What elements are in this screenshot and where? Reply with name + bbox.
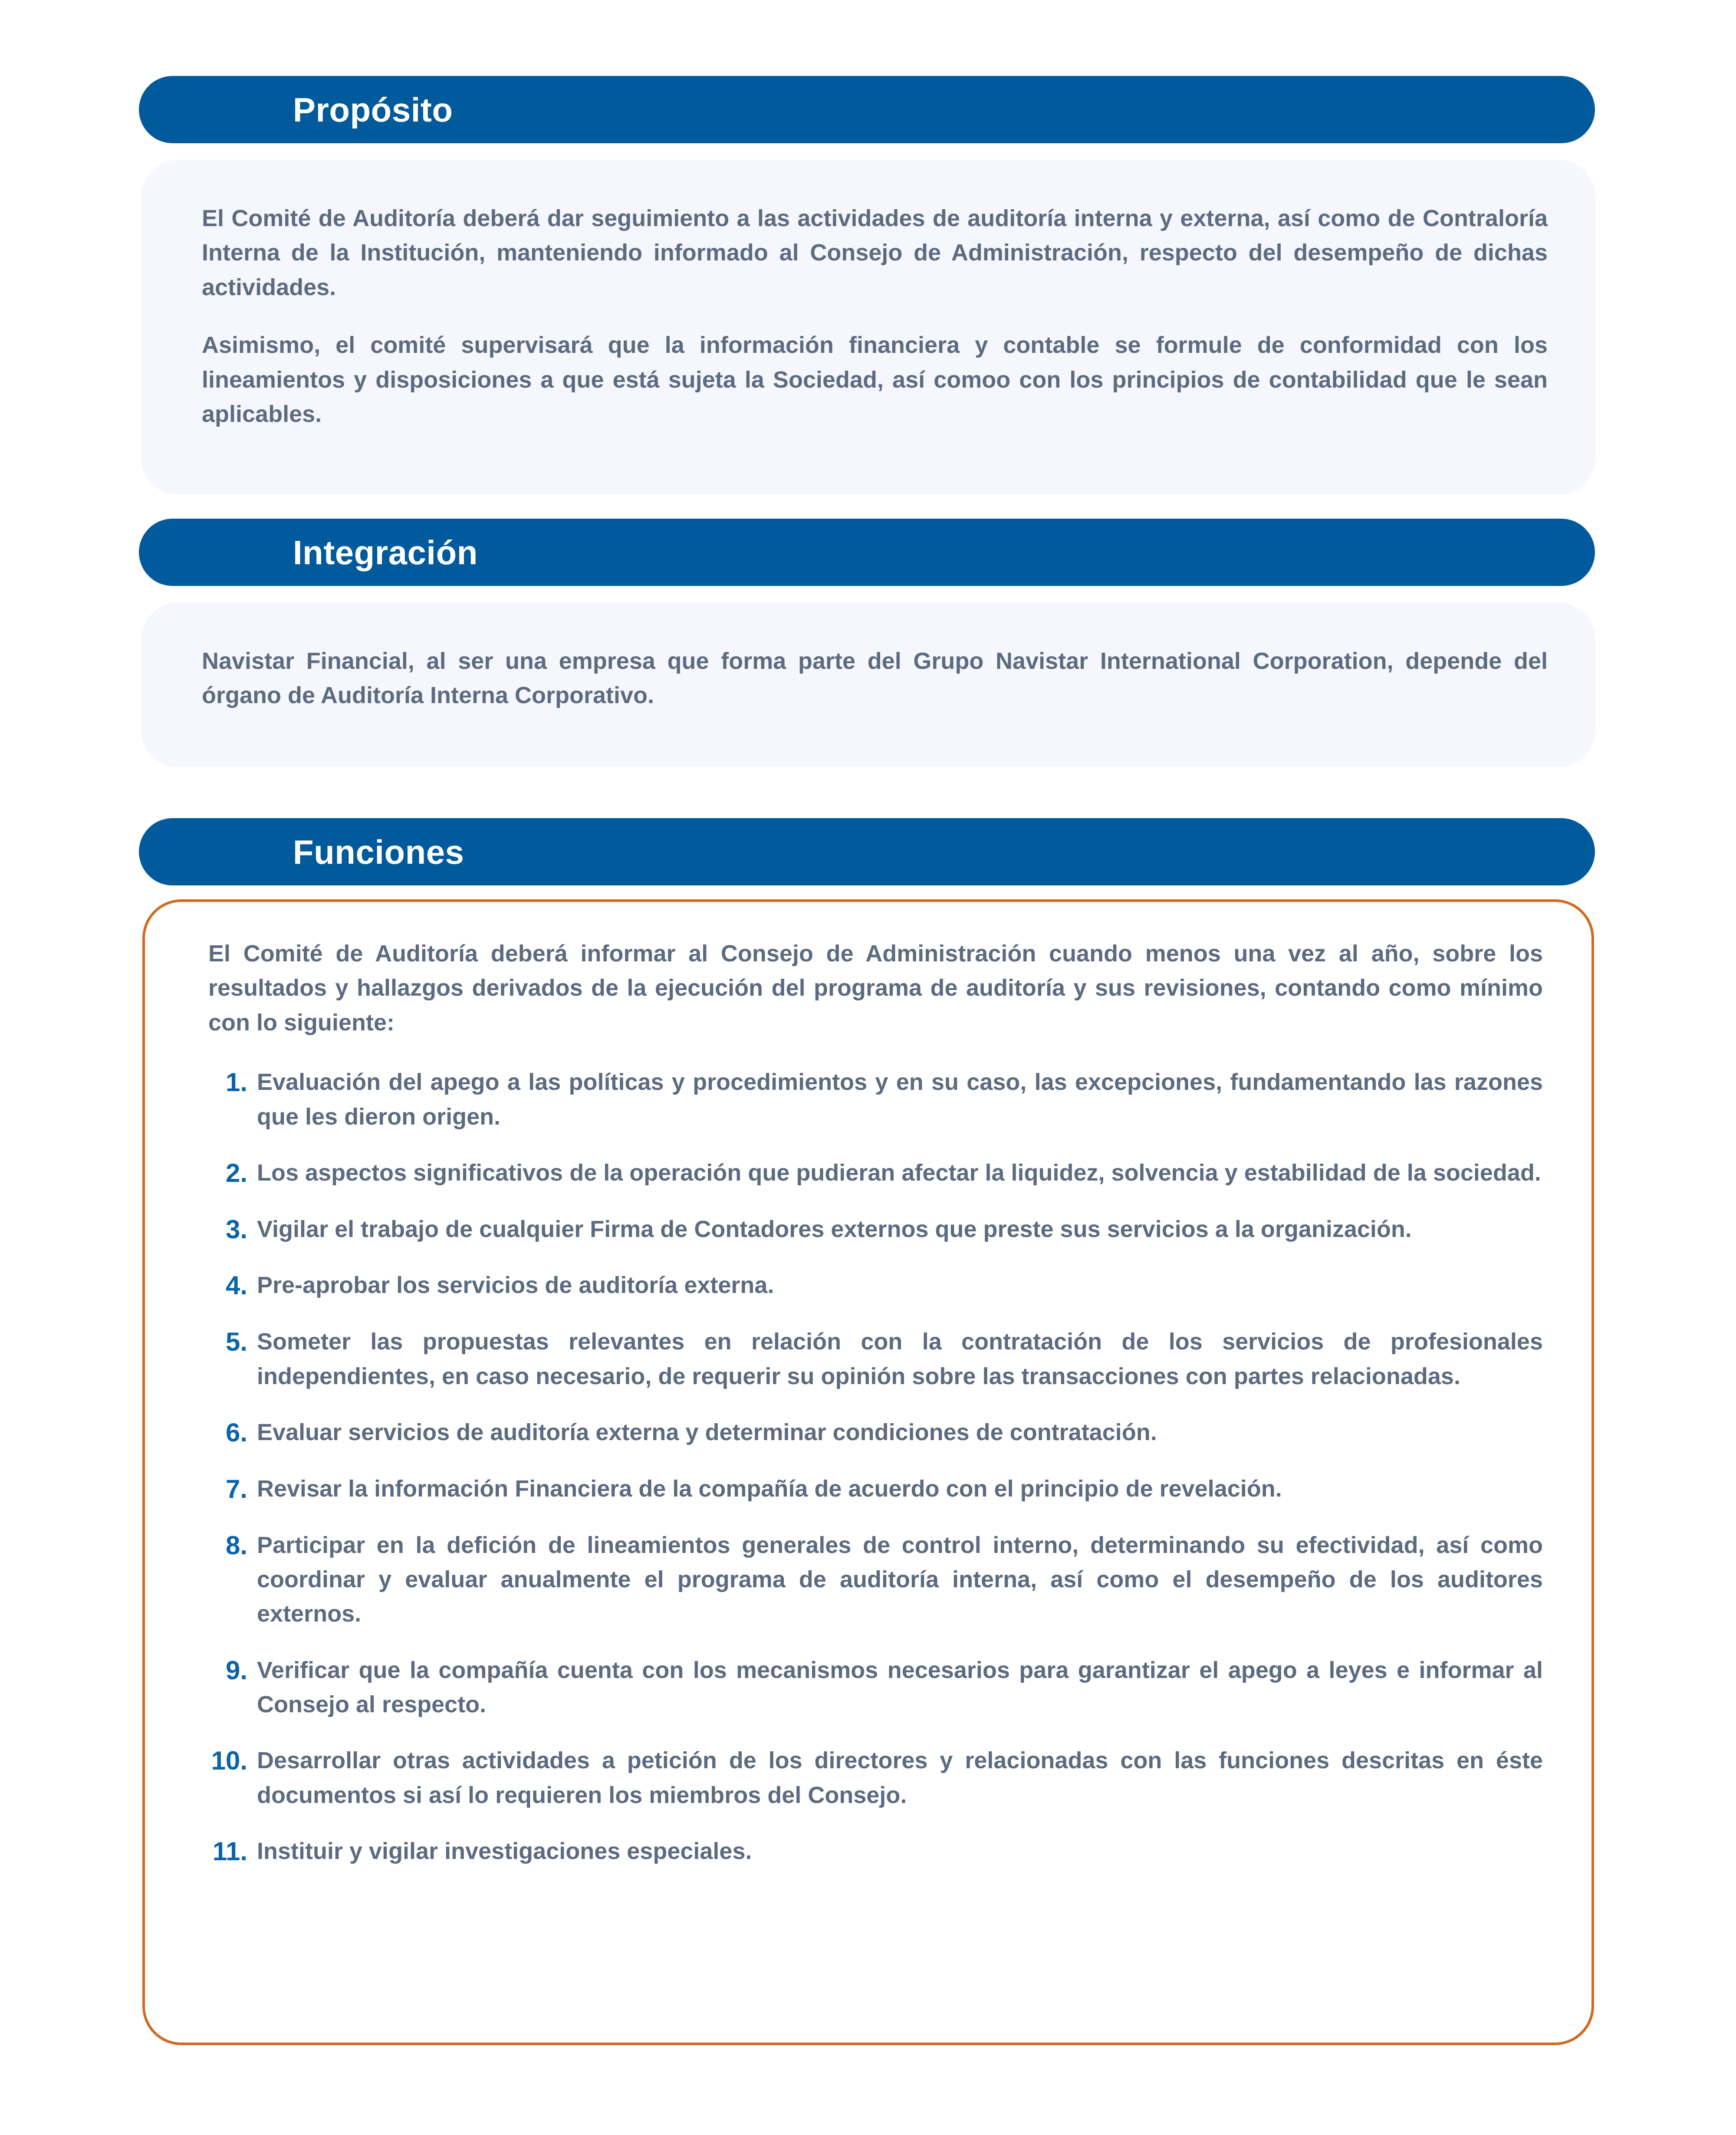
panel-content — [141, 602, 1595, 755]
list-item-number: 3. — [225, 1214, 247, 1244]
list-item-number: 9. — [225, 1655, 247, 1685]
section-panel-funciones — [142, 899, 1594, 2045]
panel-content — [145, 902, 1591, 1917]
list-item-text: Pre-aprobar los servicios de auditoría externa. — [257, 1272, 774, 1299]
paragraph: Asimismo, el comité supervisará que la información financiera y contable se formule de conformidad con los lineamientos y disposiciones a que está sujeta la Sociedad, así comoo con los principios de contabilidad que le sean aplicables. — [202, 332, 1548, 427]
list-item-text: Los aspectos significativos de la operación que pudieran afectar la liquidez, solvencia y estabilidad de la sociedad. — [257, 1159, 1541, 1186]
list-item — [208, 1528, 1543, 1632]
list-item — [208, 1472, 1543, 1507]
list-item — [208, 1415, 1543, 1450]
list-item-text: Revisar la información Financiera de la compañía de acuerdo con el principio de revelación. — [257, 1475, 1282, 1502]
list-item — [208, 1156, 1543, 1191]
list-item — [208, 1744, 1543, 1813]
list-item-number: 2. — [225, 1158, 247, 1188]
list-item-text: Evaluación del apego a las políticas y procedimientos y en su caso, las excepciones, fundamentando las razones que les dieron origen. — [257, 1069, 1543, 1130]
list-item-number: 5. — [225, 1327, 247, 1357]
list-item-number: 4. — [225, 1271, 247, 1300]
section-panel-proposito — [141, 160, 1595, 495]
funciones-intro-paragraph: El Comité de Auditoría deberá informar al Consejo de Administración cuando menos una vez al año, sobre los resultados y hallazgos derivados de la ejecución del programa de auditoría y sus revisiones, contando como mínimo con lo siguiente: — [208, 941, 1543, 1036]
list-item-text: Vigilar el trabajo de cualquier Firma de Contadores externos que preste sus servicios a la organización. — [257, 1216, 1412, 1242]
section-header-label: Propósito — [293, 90, 453, 129]
paragraph: El Comité de Auditoría deberá dar seguimiento a las actividades de auditoría interna y externa, así como de Contraloría Interna de la Institución, manteniendo informado al Consejo de Administración, respecto del desempeño de dichas actividades. — [202, 205, 1548, 300]
section-header-funciones — [139, 818, 1595, 885]
section-header-label: Integración — [293, 533, 478, 572]
list-item — [208, 1268, 1543, 1303]
panel-content — [141, 160, 1595, 473]
list-item-number: 7. — [225, 1474, 247, 1503]
list-item-text: Evaluar servicios de auditoría externa y determinar condiciones de contratación. — [257, 1419, 1157, 1446]
list-item — [208, 1834, 1543, 1869]
list-item — [208, 1065, 1543, 1134]
list-item-text: Desarrollar otras actividades a petición de los directores y relacionadas con las funciones descritas en éste documentos si así lo requieren los miembros del Consejo. — [257, 1747, 1543, 1808]
list-item-number: 1. — [225, 1068, 247, 1097]
list-item — [208, 1212, 1543, 1247]
list-item-text: Someter las propuestas relevantes en relación con la contratación de los servicios de profesionales independientes, en caso necesario, de requerir su opinión sobre las transacciones con partes relacionadas. — [257, 1329, 1543, 1389]
list-item-text: Participar en la defición de lineamientos generales de control interno, determinando su efectividad, así como coordinar y evaluar anualmente el programa de auditoría interna, así como el desempeño de los auditores externos. — [257, 1532, 1543, 1627]
list-item-text: Instituir y vigilar investigaciones especiales. — [257, 1838, 752, 1865]
section-header-label: Funciones — [293, 832, 464, 871]
section-header-proposito — [139, 76, 1595, 143]
list-item-text: Verificar que la compañía cuenta con los mecanismos necesarios para garantizar el apego a leyes e informar al Consejo al respecto. — [257, 1657, 1543, 1718]
section-header-integracion — [139, 519, 1595, 586]
list-item — [208, 1325, 1543, 1394]
funciones-list — [208, 1065, 1543, 1869]
list-item — [208, 1653, 1543, 1722]
section-panel-integracion — [141, 602, 1595, 767]
list-item-number: 10. — [211, 1746, 247, 1776]
list-item-number: 11. — [212, 1837, 247, 1866]
paragraph: Navistar Financial, al ser una empresa que forma parte del Grupo Navistar International Corporation, depende del órgano de Auditoría Interna Corporativo. — [202, 648, 1548, 709]
list-item-number: 8. — [225, 1530, 247, 1560]
list-item-number: 6. — [225, 1418, 247, 1447]
